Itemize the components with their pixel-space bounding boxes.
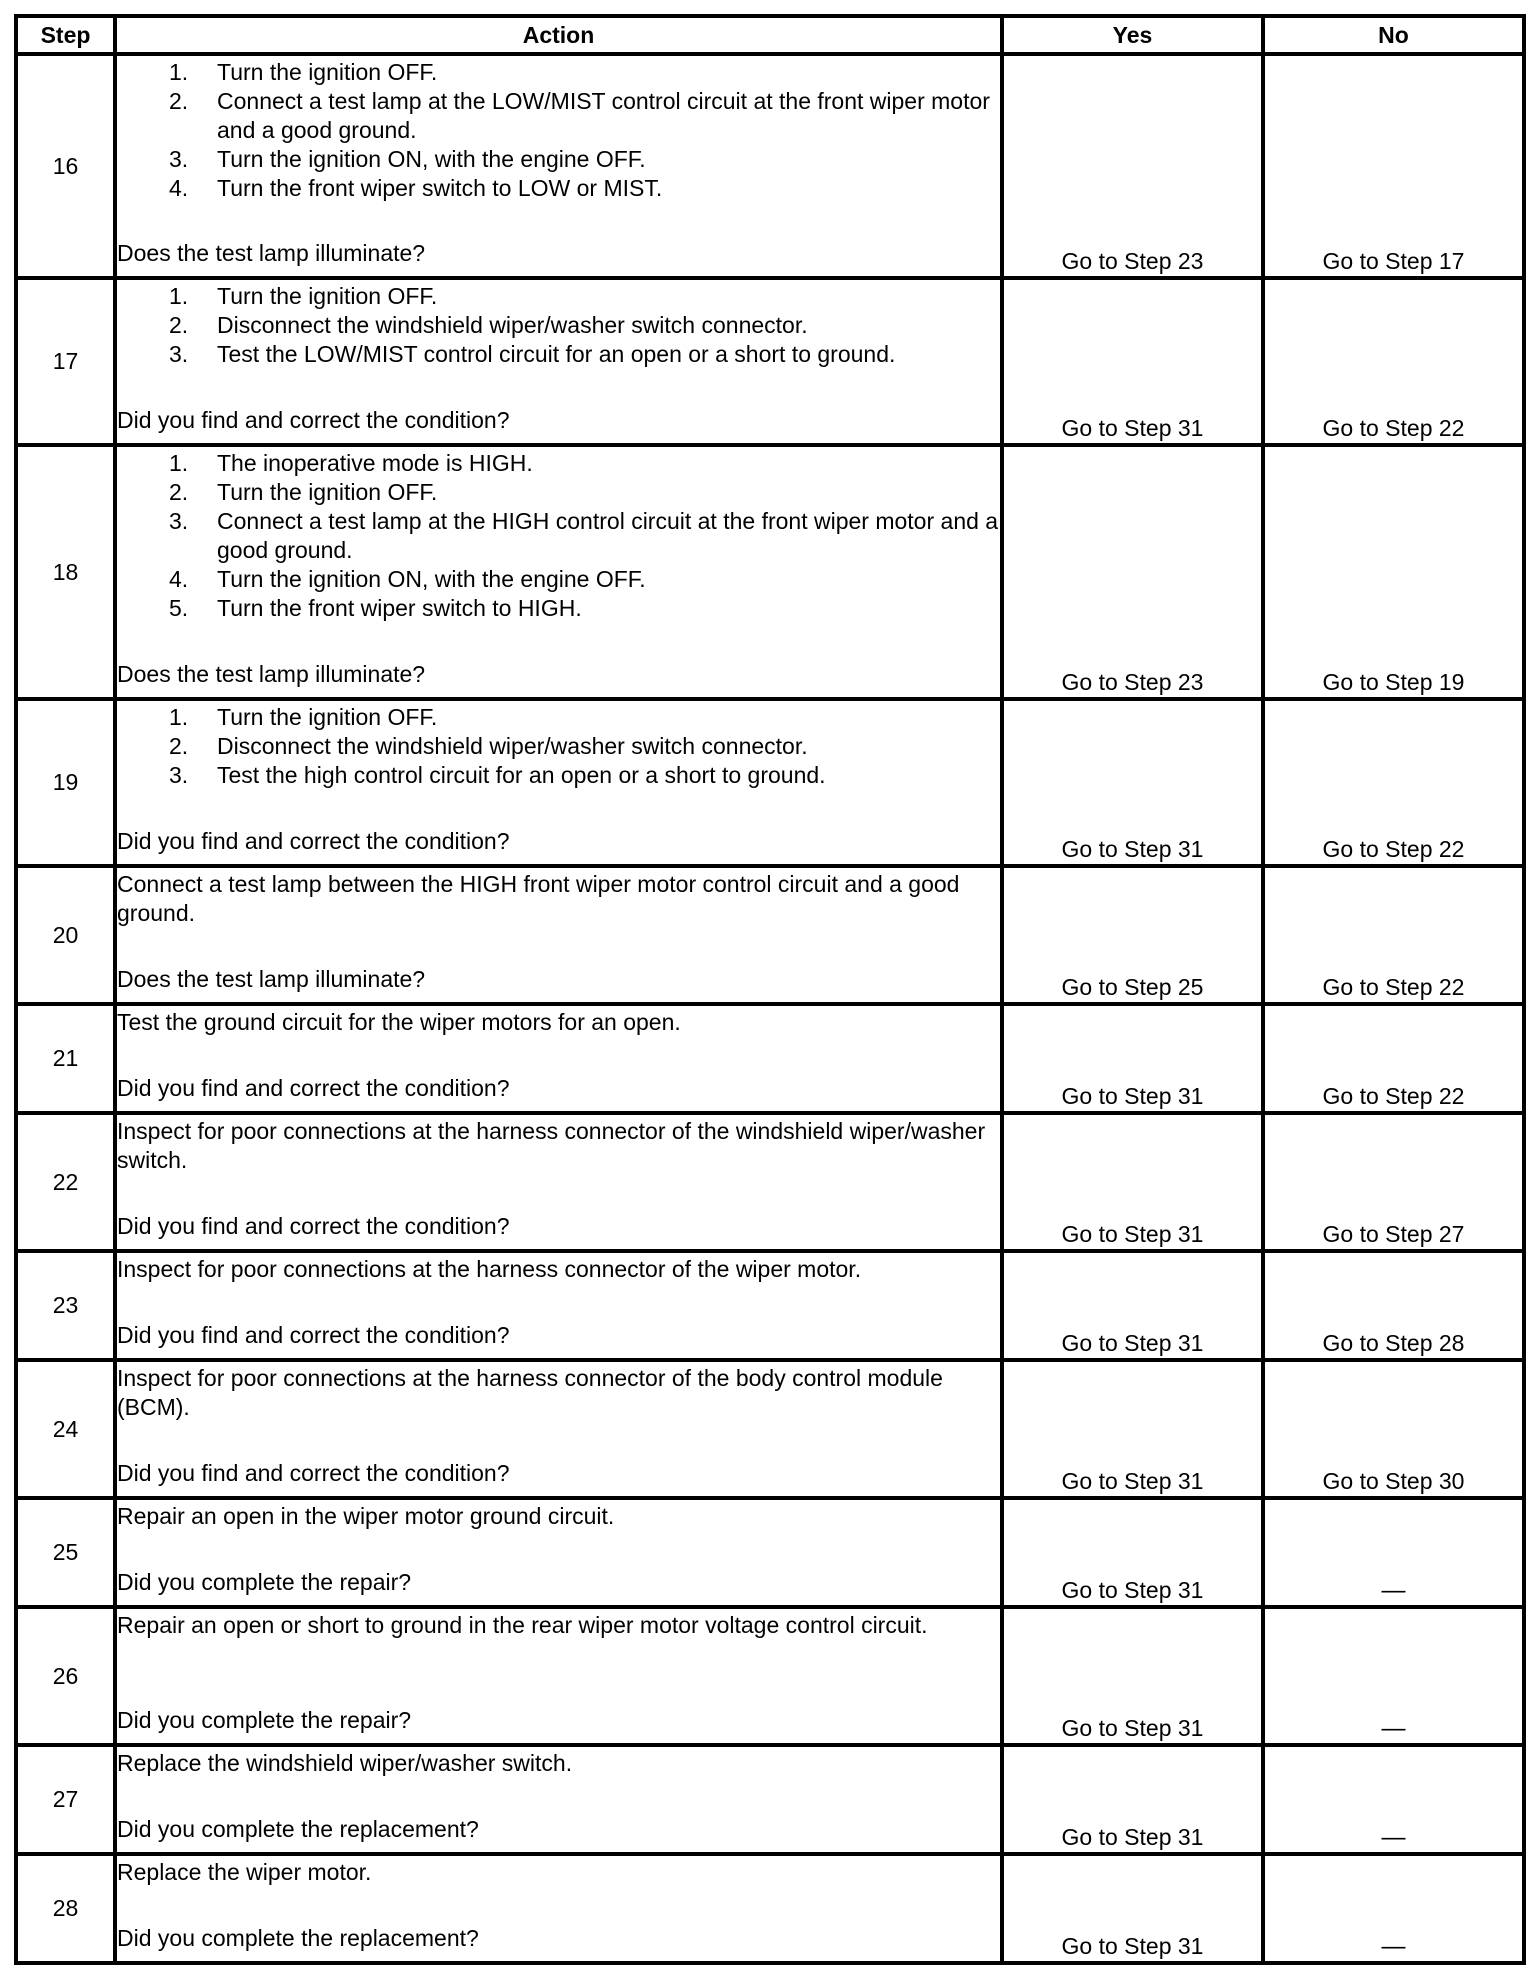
procedure-item-text: Test the LOW/MIST control circuit for an open or a short to ground. [217, 341, 896, 367]
step-number: 28 [16, 1854, 115, 1963]
procedure-item-text: Turn the ignition OFF. [217, 704, 438, 730]
action-text: Repair an open in the wiper motor ground circuit. [117, 1503, 615, 1529]
procedure-item-text: Disconnect the windshield wiper/washer switch connector. [217, 312, 808, 338]
step-number: 21 [16, 1004, 115, 1113]
procedure-item [117, 87, 1000, 145]
action-cell [115, 1607, 1002, 1745]
procedure-item-text: Turn the front wiper switch to LOW or MIST. [217, 175, 663, 201]
yes-result: Go to Step 31 [1002, 1745, 1263, 1854]
procedure-item [117, 58, 1000, 87]
procedure-item-number: 2. [169, 479, 189, 505]
procedure-item [117, 340, 1000, 369]
no-result: Go to Step 22 [1263, 278, 1524, 445]
step-number: 19 [16, 699, 115, 866]
action-question: Did you complete the repair? [117, 1707, 412, 1733]
procedure-item-number: 3. [169, 508, 189, 534]
action-question: Does the test lamp illuminate? [117, 966, 426, 992]
action-question: Did you find and correct the condition? [117, 1213, 510, 1239]
action-text: Inspect for poor connections at the harness connector of the body control module (BCM). [117, 1365, 943, 1420]
procedure-item-text: Connect a test lamp at the LOW/MIST control circuit at the front wiper motor and a good ground. [217, 88, 990, 143]
table-row [16, 866, 1524, 1004]
action-text: Test the ground circuit for the wiper motors for an open. [117, 1009, 681, 1035]
action-content [117, 1747, 1000, 1848]
no-result: — [1263, 1854, 1524, 1963]
procedure-item-number: 2. [169, 733, 189, 759]
no-result: Go to Step 17 [1263, 54, 1524, 278]
procedure-item [117, 282, 1000, 311]
yes-result: Go to Step 31 [1002, 1498, 1263, 1607]
action-question: Did you find and correct the condition? [117, 828, 510, 854]
no-result: — [1263, 1745, 1524, 1854]
yes-result: Go to Step 31 [1002, 699, 1263, 866]
yes-result: Go to Step 23 [1002, 445, 1263, 699]
header-no: No [1263, 16, 1524, 54]
procedure-item-text: The inoperative mode is HIGH. [217, 450, 533, 476]
procedure-item-number: 2. [169, 88, 189, 114]
action-text: Inspect for poor connections at the harness connector of the windshield wiper/washer switch. [117, 1118, 986, 1173]
no-result: Go to Step 22 [1263, 1004, 1524, 1113]
procedure-item-text: Disconnect the windshield wiper/washer switch connector. [217, 733, 808, 759]
procedure-item-text: Test the high control circuit for an open or a short to ground. [217, 762, 826, 788]
step-number: 18 [16, 445, 115, 699]
table-row [16, 1113, 1524, 1251]
no-result: — [1263, 1607, 1524, 1745]
table-row [16, 699, 1524, 866]
table-row [16, 54, 1524, 278]
procedure-item-number: 5. [169, 595, 189, 621]
procedure-item-text: Turn the ignition OFF. [217, 283, 438, 309]
step-number: 26 [16, 1607, 115, 1745]
step-number: 17 [16, 278, 115, 445]
action-question: Did you find and correct the condition? [117, 407, 510, 433]
procedure-item [117, 761, 1000, 790]
procedure-item-number: 4. [169, 175, 189, 201]
action-content [117, 1006, 1000, 1107]
action-question: Did you find and correct the condition? [117, 1460, 510, 1486]
action-text: Connect a test lamp between the HIGH front wiper motor control circuit and a good ground. [117, 871, 960, 926]
action-content [117, 1115, 1000, 1245]
procedure-item-number: 3. [169, 762, 189, 788]
table-row [16, 278, 1524, 445]
yes-result: Go to Step 25 [1002, 866, 1263, 1004]
action-cell [115, 1854, 1002, 1963]
yes-result: Go to Step 31 [1002, 1113, 1263, 1251]
action-text: Repair an open or short to ground in the rear wiper motor voltage control circuit. [117, 1612, 928, 1638]
procedure-item [117, 478, 1000, 507]
procedure-item-number: 1. [169, 450, 189, 476]
step-number: 22 [16, 1113, 115, 1251]
action-cell [115, 1360, 1002, 1498]
procedure-item-number: 1. [169, 704, 189, 730]
procedure-item [117, 311, 1000, 340]
table-row [16, 1251, 1524, 1360]
action-cell [115, 278, 1002, 445]
procedure-item-text: Turn the ignition OFF. [217, 479, 438, 505]
procedure-item-number: 2. [169, 312, 189, 338]
step-number: 27 [16, 1745, 115, 1854]
no-result: Go to Step 28 [1263, 1251, 1524, 1360]
header-row [16, 16, 1524, 54]
procedure-item-number: 1. [169, 59, 189, 85]
action-question: Does the test lamp illuminate? [117, 661, 426, 687]
action-cell [115, 445, 1002, 699]
action-content [117, 447, 1000, 693]
procedure-list [117, 282, 1000, 369]
procedure-item-text: Turn the ignition ON, with the engine OFF. [217, 146, 646, 172]
yes-result: Go to Step 31 [1002, 278, 1263, 445]
table-row [16, 1498, 1524, 1607]
procedure-item [117, 174, 1000, 203]
procedure-item-text: Turn the ignition OFF. [217, 59, 438, 85]
yes-result: Go to Step 31 [1002, 1360, 1263, 1498]
step-number: 20 [16, 866, 115, 1004]
header-yes: Yes [1002, 16, 1263, 54]
no-result: Go to Step 22 [1263, 699, 1524, 866]
yes-result: Go to Step 23 [1002, 54, 1263, 278]
no-result: Go to Step 22 [1263, 866, 1524, 1004]
procedure-item-text: Connect a test lamp at the HIGH control circuit at the front wiper motor and a good ground. [217, 508, 999, 563]
action-content [117, 1253, 1000, 1354]
yes-result: Go to Step 31 [1002, 1607, 1263, 1745]
table-row [16, 1004, 1524, 1113]
step-number: 24 [16, 1360, 115, 1498]
action-question: Does the test lamp illuminate? [117, 240, 426, 266]
yes-result: Go to Step 31 [1002, 1251, 1263, 1360]
action-cell [115, 1745, 1002, 1854]
procedure-item-text: Turn the ignition ON, with the engine OFF. [217, 566, 646, 592]
no-result: — [1263, 1498, 1524, 1607]
table-row [16, 1745, 1524, 1854]
action-cell [115, 54, 1002, 278]
action-cell [115, 699, 1002, 866]
procedure-item [117, 732, 1000, 761]
table-row [16, 1854, 1524, 1963]
procedure-item [117, 507, 1000, 565]
yes-result: Go to Step 31 [1002, 1854, 1263, 1963]
header-step: Step [16, 16, 115, 54]
action-cell [115, 866, 1002, 1004]
diagnostic-document [14, 14, 1522, 1965]
procedure-item-number: 4. [169, 566, 189, 592]
step-number: 16 [16, 54, 115, 278]
action-question: Did you complete the replacement? [117, 1816, 479, 1842]
table-row [16, 445, 1524, 699]
procedure-list [117, 703, 1000, 790]
no-result: Go to Step 27 [1263, 1113, 1524, 1251]
action-text: Replace the windshield wiper/washer switch. [117, 1750, 573, 1776]
action-text: Replace the wiper motor. [117, 1859, 372, 1885]
procedure-item [117, 703, 1000, 732]
step-number: 25 [16, 1498, 115, 1607]
action-cell [115, 1498, 1002, 1607]
action-content [117, 701, 1000, 860]
no-result: Go to Step 30 [1263, 1360, 1524, 1498]
procedure-item [117, 594, 1000, 623]
procedure-list [117, 449, 1000, 623]
action-question: Did you find and correct the condition? [117, 1075, 510, 1101]
diagnostic-table [14, 14, 1526, 1965]
procedure-item-number: 3. [169, 146, 189, 172]
procedure-item-text: Turn the front wiper switch to HIGH. [217, 595, 582, 621]
action-content [117, 280, 1000, 439]
action-question: Did you find and correct the condition? [117, 1322, 510, 1348]
action-text: Inspect for poor connections at the harness connector of the wiper motor. [117, 1256, 862, 1282]
action-cell [115, 1251, 1002, 1360]
action-question: Did you complete the repair? [117, 1569, 412, 1595]
action-content [117, 1362, 1000, 1492]
procedure-list [117, 58, 1000, 203]
table-row [16, 1360, 1524, 1498]
procedure-item-number: 3. [169, 341, 189, 367]
yes-result: Go to Step 31 [1002, 1004, 1263, 1113]
action-cell [115, 1004, 1002, 1113]
procedure-item [117, 565, 1000, 594]
action-content [117, 1856, 1000, 1957]
table-body [16, 54, 1524, 1963]
table-row [16, 1607, 1524, 1745]
header-action: Action [115, 16, 1002, 54]
action-cell [115, 1113, 1002, 1251]
action-content [117, 868, 1000, 998]
action-question: Did you complete the replacement? [117, 1925, 479, 1951]
action-content [117, 1500, 1000, 1601]
procedure-item [117, 145, 1000, 174]
action-content [117, 56, 1000, 272]
procedure-item-number: 1. [169, 283, 189, 309]
no-result: Go to Step 19 [1263, 445, 1524, 699]
action-content [117, 1609, 1000, 1739]
step-number: 23 [16, 1251, 115, 1360]
procedure-item [117, 449, 1000, 478]
